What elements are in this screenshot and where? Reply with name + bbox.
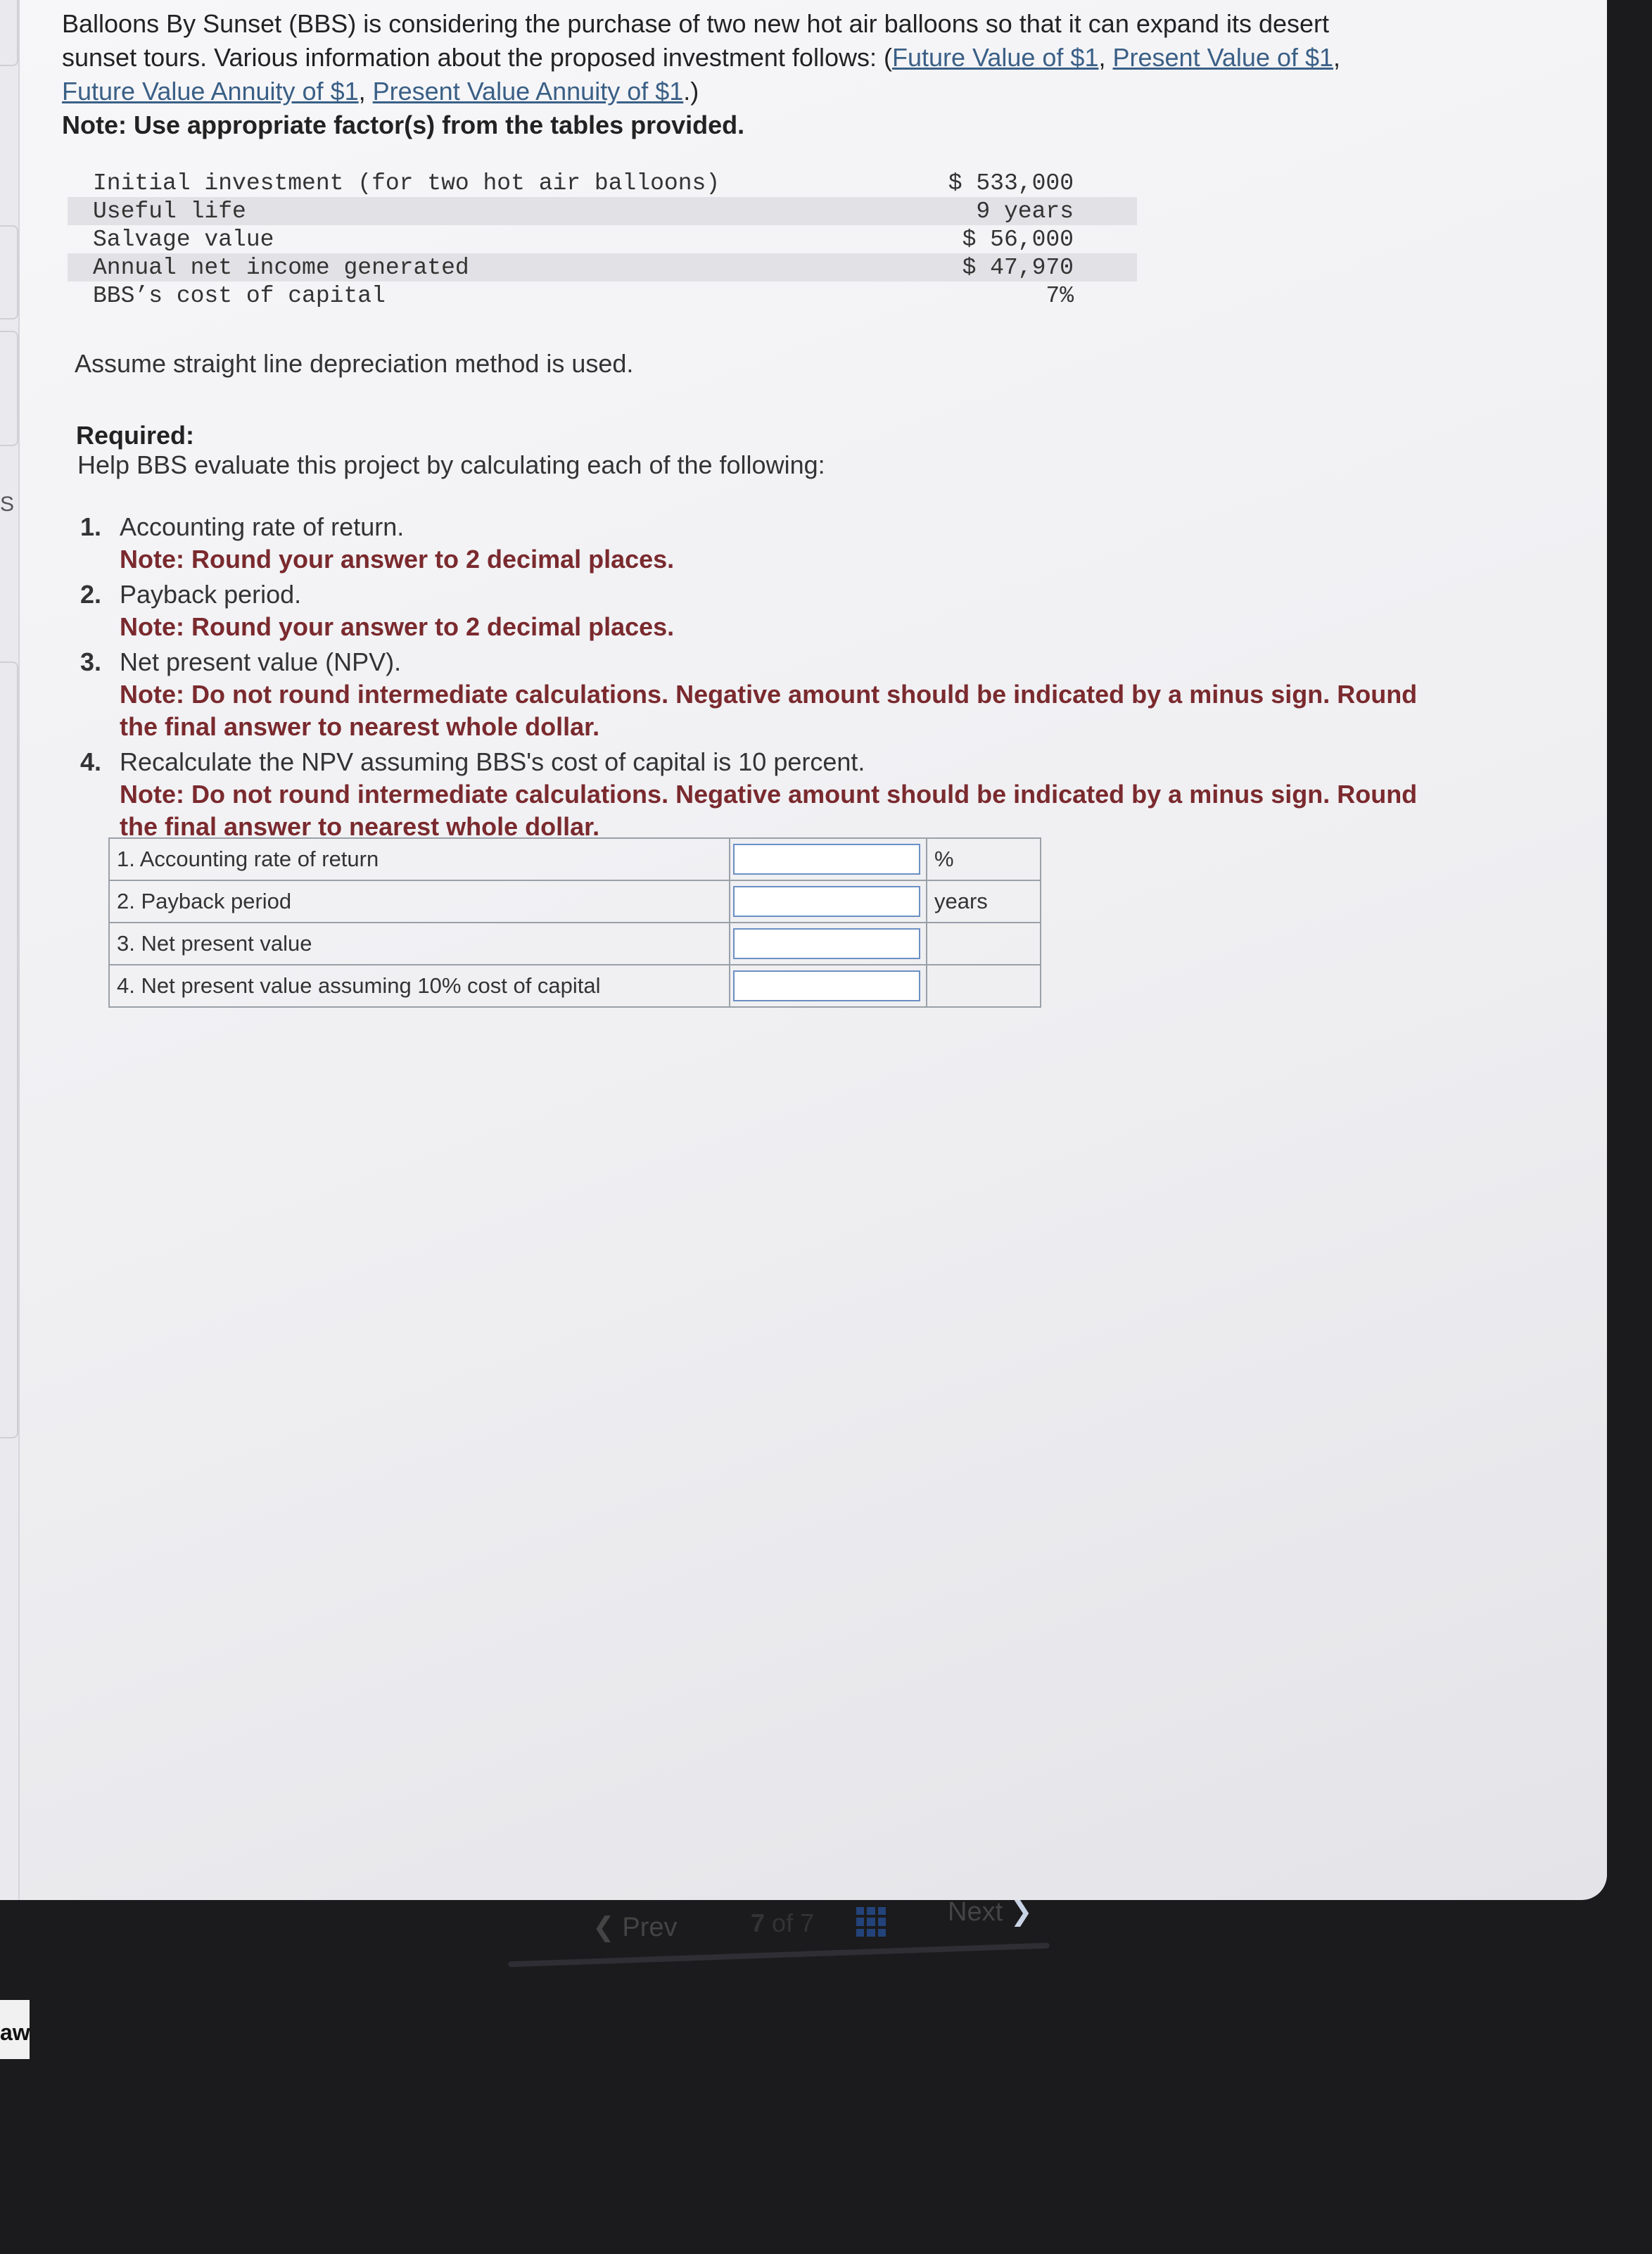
edge-card xyxy=(0,0,18,66)
link-future-value[interactable]: Future Value of $1 xyxy=(891,43,1099,72)
intro-note: Note: Use appropriate factor(s) from the tables provided. xyxy=(62,110,745,139)
assumption-text: Assume straight line depreciation method is used. xyxy=(75,349,634,378)
question-item: 1. Accounting rate of return. Note: Round your answer to 2 decimal places. xyxy=(80,512,675,574)
answer-label: 4. Net present value assuming 10% cost of capital xyxy=(109,965,730,1007)
edge-card xyxy=(0,225,18,319)
required-subtext: Help BBS evaluate this project by calculating each of the following: xyxy=(77,450,825,479)
answer-row xyxy=(109,838,1041,880)
answer-unit: % xyxy=(927,838,1041,880)
grid-icon[interactable] xyxy=(856,1907,886,1937)
edge-letter: S xyxy=(0,493,15,516)
link-present-value-annuity[interactable]: Present Value Annuity of $1 xyxy=(372,77,684,106)
edge-card xyxy=(0,331,18,446)
answer-row xyxy=(109,880,1041,923)
required-heading: Required: xyxy=(76,421,195,450)
prev-button[interactable]: ❮ Prev xyxy=(592,1913,678,1942)
question-nav xyxy=(508,1897,1050,1999)
nav-divider xyxy=(508,1943,1050,1968)
data-row: BBS’s cost of capital 7% xyxy=(93,282,1074,309)
answer-label: 2. Payback period xyxy=(109,880,730,923)
answer-input-arr[interactable] xyxy=(733,844,920,875)
problem-intro: Balloons By Sunset (BBS) is considering the purchase of two new hot air balloons so that it can expand its desert sunset tours. Various information about the proposed investment follows: (Future Value of $1, Present Value of $1, Future Value Annuity of $1, Present Value Annuity of $1.) Note: Use appropriate factor(s) from the tables provided. xyxy=(62,7,1399,142)
answer-unit xyxy=(927,965,1041,1007)
intro-text: Balloons By Sunset (BBS) is considering the purchase of two new hot air balloons so that it can expand its desert sunset tours. Various information about the proposed investment follows: ( xyxy=(62,9,1330,72)
answer-input-npv-10[interactable] xyxy=(733,970,920,1001)
data-row: Annual net income generated $ 47,970 xyxy=(68,253,1137,281)
answer-input-payback[interactable] xyxy=(733,886,920,917)
answer-unit xyxy=(927,923,1041,965)
answer-table xyxy=(108,837,1041,1008)
edge-bottom-label: aw xyxy=(0,2000,30,2059)
chevron-left-icon: ❮ xyxy=(592,1913,615,1942)
investment-data-table xyxy=(68,169,1137,310)
answer-unit: years xyxy=(927,880,1041,923)
page-indicator: 7 of 7 xyxy=(751,1908,815,1937)
link-future-value-annuity[interactable]: Future Value Annuity of $1 xyxy=(62,77,359,106)
edge-card xyxy=(0,661,18,1438)
chevron-right-icon: ❯ xyxy=(1010,1897,1033,1927)
question-item: 2. Payback period. Note: Round your answer to 2 decimal places. xyxy=(80,580,675,641)
question-item: 4. Recalculate the NPV assuming BBS's cost of capital is 10 percent. Note: Do not round intermediate calculations. Negative amount should be indicated by a minus sign. Round the final answer to nearest whole dollar. xyxy=(80,747,1418,841)
answer-label: 3. Net present value xyxy=(109,923,730,965)
data-row: Salvage value $ 56,000 xyxy=(93,226,1074,253)
link-present-value[interactable]: Present Value of $1 xyxy=(1112,43,1334,72)
data-row: Useful life 9 years xyxy=(68,197,1137,225)
question-list xyxy=(80,511,1445,846)
answer-input-npv[interactable] xyxy=(733,928,920,959)
answer-row xyxy=(109,965,1041,1007)
question-item: 3. Net present value (NPV). Note: Do not round intermediate calculations. Negative amount should be indicated by a minus sign. Round the final answer to nearest whole dollar. xyxy=(80,647,1418,741)
data-row: Initial investment (for two hot air balloons) $ 533,000 xyxy=(93,170,1074,196)
next-button[interactable]: Next ❯ xyxy=(948,1897,1033,1927)
answer-label: 1. Accounting rate of return xyxy=(109,838,730,880)
answer-row xyxy=(109,923,1041,965)
